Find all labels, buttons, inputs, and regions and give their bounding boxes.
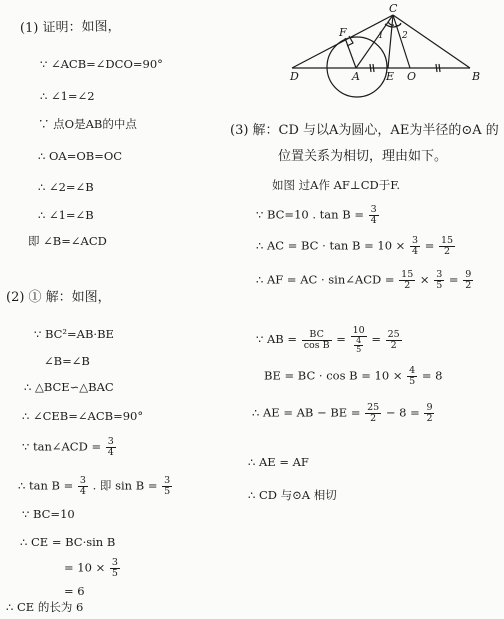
part3-line: 如图 过A作 AF⊥CD于F. [272, 178, 401, 192]
fraction: $\frac{3}{5}$ [436, 269, 443, 291]
part3-line: ∴ AE = AF [248, 455, 309, 469]
fraction: $\frac{15}{2}$ [401, 269, 414, 291]
part3-text: − 8 = [385, 405, 420, 420]
fraction: $\frac{3}{4}$ [79, 475, 86, 497]
fraction: $\frac{4}{5}$ [409, 365, 416, 387]
part2-heading: (2) ① 解：如图， [6, 290, 111, 305]
part1-line: ∴ ∠1=∠B [38, 208, 94, 222]
part2-line: ∴ CE = BC·sin B [20, 535, 116, 549]
fraction: $\frac{15}{2}$ [440, 235, 454, 257]
part3-text: BE = BC · cos B = 10 × [264, 368, 403, 383]
tick-ob-1 [436, 64, 437, 72]
part3-heading: (3) 解：CD 与以A为圆心，AE为半径的⊙A 的 [230, 123, 499, 138]
part1-line: ∵ ∠ACB=∠DCO=90° [40, 57, 163, 71]
part2-line: ∴ △BCE∽△BAC [24, 380, 114, 394]
fraction: $\frac{25}{2}$ [367, 402, 380, 424]
part3-text: = [424, 238, 435, 253]
fraction: $\frac{3}{5}$ [164, 475, 171, 497]
part1-line: ∴ ∠1=∠2 [40, 89, 95, 103]
label-d: D [290, 70, 299, 83]
part2-line: ∠B=∠B [44, 354, 90, 368]
angle-mark-2 [396, 23, 401, 26]
part2-line [18, 476, 173, 497]
segment-ca [356, 15, 393, 68]
part2-text: ∴ tan B = [18, 478, 74, 493]
part3-line: ∴ CD 与⊙A 相切 [248, 488, 337, 502]
part2-line: ∵ BC²=AB·BE [34, 327, 114, 341]
label-1: 1 [378, 31, 384, 41]
fraction: $\frac{25}{2}$ [387, 328, 400, 351]
part3-text: × [419, 272, 430, 287]
fraction: $\frac{3}{5}$ [111, 557, 118, 579]
label-2: 2 [402, 31, 408, 41]
fraction: $\frac{3}{4}$ [107, 436, 114, 458]
part3-text: ∴ AE = AB − BE = [252, 405, 361, 420]
part3-line [256, 236, 456, 257]
angle-mark-1 [388, 22, 394, 25]
part3-text: ∵ BC=10 . tan B = [256, 207, 364, 222]
fraction: $\frac{4}{5}$ [356, 336, 362, 354]
part3-text: ∴ AF = AC · sin∠ACD = [256, 272, 395, 287]
tick-ob-2 [439, 64, 440, 72]
part3-text: = [336, 332, 346, 346]
segment-dc [292, 15, 393, 68]
part3-text: = 8 [421, 368, 443, 383]
part2-line [22, 437, 117, 458]
tick-ao-1 [370, 64, 371, 72]
part2-line: ∵ BC=10 [22, 507, 75, 521]
part1-line: ∴ OA=OB=OC [38, 149, 123, 163]
part3-text: = [371, 332, 381, 346]
fraction: $\frac{9}{2}$ [426, 402, 433, 424]
label-c: C [389, 2, 398, 15]
label-b: B [472, 70, 481, 83]
label-f: F [339, 26, 347, 39]
part3-line [252, 403, 435, 424]
fraction: $\frac{10}{\frac{4}{5}}$ [352, 325, 365, 354]
fraction: $\frac{9}{2}$ [465, 269, 472, 291]
part3-line [256, 205, 380, 226]
part2-text: = 10 × [64, 560, 106, 575]
part3-text: ∵ AB = [256, 332, 298, 346]
part3-line [256, 270, 474, 291]
part2-line: ∴ CE 的长为 6 [6, 600, 84, 614]
label-o: O [407, 70, 417, 83]
part2-line: = 6 [64, 584, 85, 598]
segment-co [393, 15, 410, 68]
label-a: A [352, 70, 360, 83]
part3-line [256, 326, 403, 354]
part2-text: . 即 sin B = [92, 478, 158, 493]
part1-line: ∵ 点O是AB的中点 [38, 117, 137, 131]
part3-line: 位置关系为相切，理由如下。 [278, 149, 448, 164]
part2-line [64, 558, 121, 579]
part1-heading: (1) 证明：如图， [19, 19, 121, 36]
segment-cb [393, 15, 470, 68]
fraction: $\frac{3}{4}$ [411, 235, 419, 257]
label-e: E [386, 70, 395, 83]
part3-text: ∴ AC = BC · tan B = 10 × [256, 238, 406, 253]
part1-line: 即 ∠B=∠ACD [28, 234, 107, 248]
fraction: $\frac{3}{4}$ [370, 204, 377, 226]
fraction: $\frac{BC}{\text{cos B}}$ [303, 328, 330, 351]
part3-text: = [448, 272, 459, 287]
tick-ao-2 [373, 64, 374, 72]
part2-text: ∵ tan∠ACD = [22, 439, 102, 454]
part3-line [264, 366, 442, 387]
part1-line: ∴ ∠2=∠B [38, 180, 94, 194]
segment-af [345, 38, 356, 68]
part2-line: ∴ ∠CEB=∠ACB=90° [22, 409, 144, 423]
